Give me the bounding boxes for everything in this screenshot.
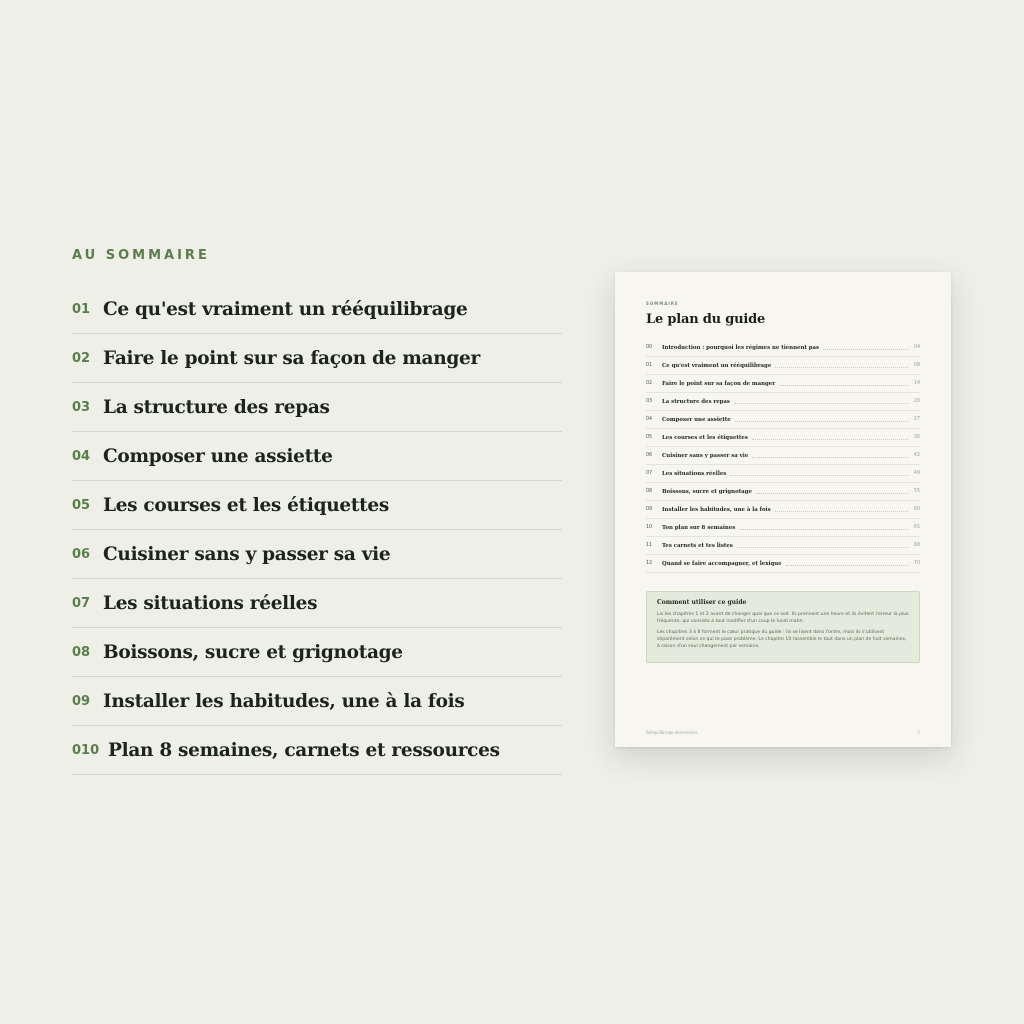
page-toc-title: Installer les habitudes, une à la fois xyxy=(662,506,771,513)
page-toc-page: 55 xyxy=(913,489,920,494)
summary-item-number: 06 xyxy=(72,546,91,562)
summary-item-title: Faire le point sur sa façon de manger xyxy=(103,347,480,369)
page-toc-title: Introduction : pourquoi les régimes ne tiennent pas xyxy=(662,344,820,351)
summary-item-title: Installer les habitudes, une à la fois xyxy=(103,690,465,712)
page-toc-page: 08 xyxy=(913,363,920,368)
page-eyebrow: SOMMAIRE xyxy=(646,301,679,306)
page-toc-title: La structure des repas xyxy=(662,398,730,405)
summary-item-title: Les situations réelles xyxy=(103,592,318,614)
summary-item-title: La structure des repas xyxy=(103,396,330,418)
page-toc-title: Les situations réelles xyxy=(662,470,727,477)
page-toc-number: 03 xyxy=(646,399,653,404)
summary-item-title: Ce qu'est vraiment un rééquilibrage xyxy=(103,298,468,320)
page-footer xyxy=(646,730,920,735)
summary-item-title: Les courses et les étiquettes xyxy=(103,494,389,516)
page-toc-number: 08 xyxy=(646,489,653,494)
page-toc-page: 70 xyxy=(913,561,920,566)
page-toc-title: Les courses et les étiquettes xyxy=(662,434,748,441)
page-toc-number: 04 xyxy=(646,417,653,422)
page-toc-number: 10 xyxy=(646,525,653,530)
page-toc-leader xyxy=(737,544,908,548)
summary-item-title: Plan 8 semaines, carnets et ressources xyxy=(108,739,500,761)
page-toc-number: 05 xyxy=(646,435,653,440)
summary-item-title: Cuisiner sans y passer sa vie xyxy=(103,543,391,565)
summary-item[interactable] xyxy=(72,579,562,628)
summary-item-number: 09 xyxy=(72,693,91,709)
summary-panel xyxy=(72,248,562,775)
summary-item[interactable] xyxy=(72,530,562,579)
document-page-preview xyxy=(615,272,951,747)
page-toc-row xyxy=(646,447,920,465)
page-toc-row xyxy=(646,555,920,573)
page-toc-page: 49 xyxy=(913,471,920,476)
page-toc-leader xyxy=(752,436,908,440)
page-toc-number: 01 xyxy=(646,363,653,368)
page-toc-row xyxy=(646,339,920,357)
page-toc xyxy=(646,339,920,573)
page-number: 2 xyxy=(917,730,920,735)
page-toc-leader xyxy=(786,562,908,566)
page-toc-number: 09 xyxy=(646,507,653,512)
summary-item[interactable] xyxy=(72,285,562,334)
page-toc-row xyxy=(646,393,920,411)
page-toc-leader xyxy=(752,454,908,458)
summary-item-number: 04 xyxy=(72,448,91,464)
page-toc-title: Tes carnets et tes listes xyxy=(662,542,733,549)
page-toc-number: 06 xyxy=(646,453,653,458)
page-toc-row xyxy=(646,465,920,483)
usage-callout xyxy=(646,591,920,663)
summary-item-number: 02 xyxy=(72,350,91,366)
summary-item-number: 03 xyxy=(72,399,91,415)
page-toc-title: Boissons, sucre et grignotage xyxy=(662,488,752,495)
page-toc-number: 07 xyxy=(646,471,653,476)
page-toc-leader xyxy=(775,508,908,512)
page-toc-page: 42 xyxy=(913,453,920,458)
page-toc-title: Ce qu'est vraiment un rééquilibrage xyxy=(662,362,772,369)
summary-item-title: Boissons, sucre et grignotage xyxy=(103,641,403,663)
page-toc-title: Faire le point sur sa façon de manger xyxy=(662,380,776,387)
page-toc-leader xyxy=(756,490,908,494)
summary-eyebrow: AU SOMMAIRE xyxy=(72,248,210,263)
summary-item[interactable] xyxy=(72,383,562,432)
page-toc-page: 68 xyxy=(913,543,920,548)
usage-paragraph: Lis les chapitres 1 et 2 avant de changer quoi que ce soit. Ils prennent une heure et ils évitent l'erreur la plus fréquente, qui consiste à tout modifier d'un coup le lundi matin. xyxy=(657,612,909,624)
summary-item-number: 05 xyxy=(72,497,91,513)
page-toc-row xyxy=(646,429,920,447)
summary-item[interactable] xyxy=(72,628,562,677)
page-toc-row xyxy=(646,483,920,501)
page-toc-title: Quand se faire accompagner, et lexique xyxy=(662,560,782,567)
summary-item-title: Composer une assiette xyxy=(103,445,333,467)
page-footer-title: Rééquilibrage alimentaire xyxy=(646,730,698,735)
page-toc-leader xyxy=(739,526,908,530)
page-toc-title: Cuisiner sans y passer sa vie xyxy=(662,452,749,459)
page-toc-title: Composer une assiette xyxy=(662,416,731,423)
page-toc-leader xyxy=(730,472,908,476)
page-title: Le plan du guide xyxy=(646,312,766,327)
page-toc-page: 04 xyxy=(913,345,920,350)
page-toc-number: 12 xyxy=(646,561,653,566)
page-toc-page: 14 xyxy=(913,381,920,386)
page-toc-row xyxy=(646,375,920,393)
page-toc-leader xyxy=(734,400,908,404)
summary-item[interactable] xyxy=(72,677,562,726)
summary-item-number: 07 xyxy=(72,595,91,611)
page-toc-row xyxy=(646,501,920,519)
page-toc-leader xyxy=(775,364,908,368)
page-toc-page: 27 xyxy=(913,417,920,422)
usage-title: Comment utiliser ce guide xyxy=(657,599,747,606)
page-toc-number: 02 xyxy=(646,381,653,386)
summary-item[interactable] xyxy=(72,481,562,530)
summary-item[interactable] xyxy=(72,726,562,775)
page-toc-page: 20 xyxy=(913,399,920,404)
page-toc-leader xyxy=(823,346,908,350)
summary-item-number: 01 xyxy=(72,301,91,317)
summary-item-number: 08 xyxy=(72,644,91,660)
page-toc-row xyxy=(646,519,920,537)
page-toc-page: 36 xyxy=(913,435,920,440)
page-toc-number: 00 xyxy=(646,345,653,350)
page-toc-title: Ton plan sur 8 semaines xyxy=(662,524,736,531)
summary-item-number: 010 xyxy=(72,742,100,758)
usage-paragraph: Les chapitres 3 à 8 forment le cœur pratique du guide : ils se lisent dans l'ordre, mais ils s'utilisent séparément selon ce qui te pose problème. Le chapitre 10 rassemble le tout dans un plan de huit semaines, à raison d'un seul changement par semaine. xyxy=(657,630,907,649)
summary-item[interactable] xyxy=(72,432,562,481)
page-toc-page: 65 xyxy=(913,525,920,530)
page-toc-page: 60 xyxy=(913,507,920,512)
page-toc-row xyxy=(646,411,920,429)
page-toc-row xyxy=(646,537,920,555)
summary-item[interactable] xyxy=(72,334,562,383)
summary-list xyxy=(72,285,562,775)
page-toc-row xyxy=(646,357,920,375)
page-toc-leader xyxy=(735,418,908,422)
page-toc-leader xyxy=(779,382,908,386)
page-toc-number: 11 xyxy=(646,543,653,548)
